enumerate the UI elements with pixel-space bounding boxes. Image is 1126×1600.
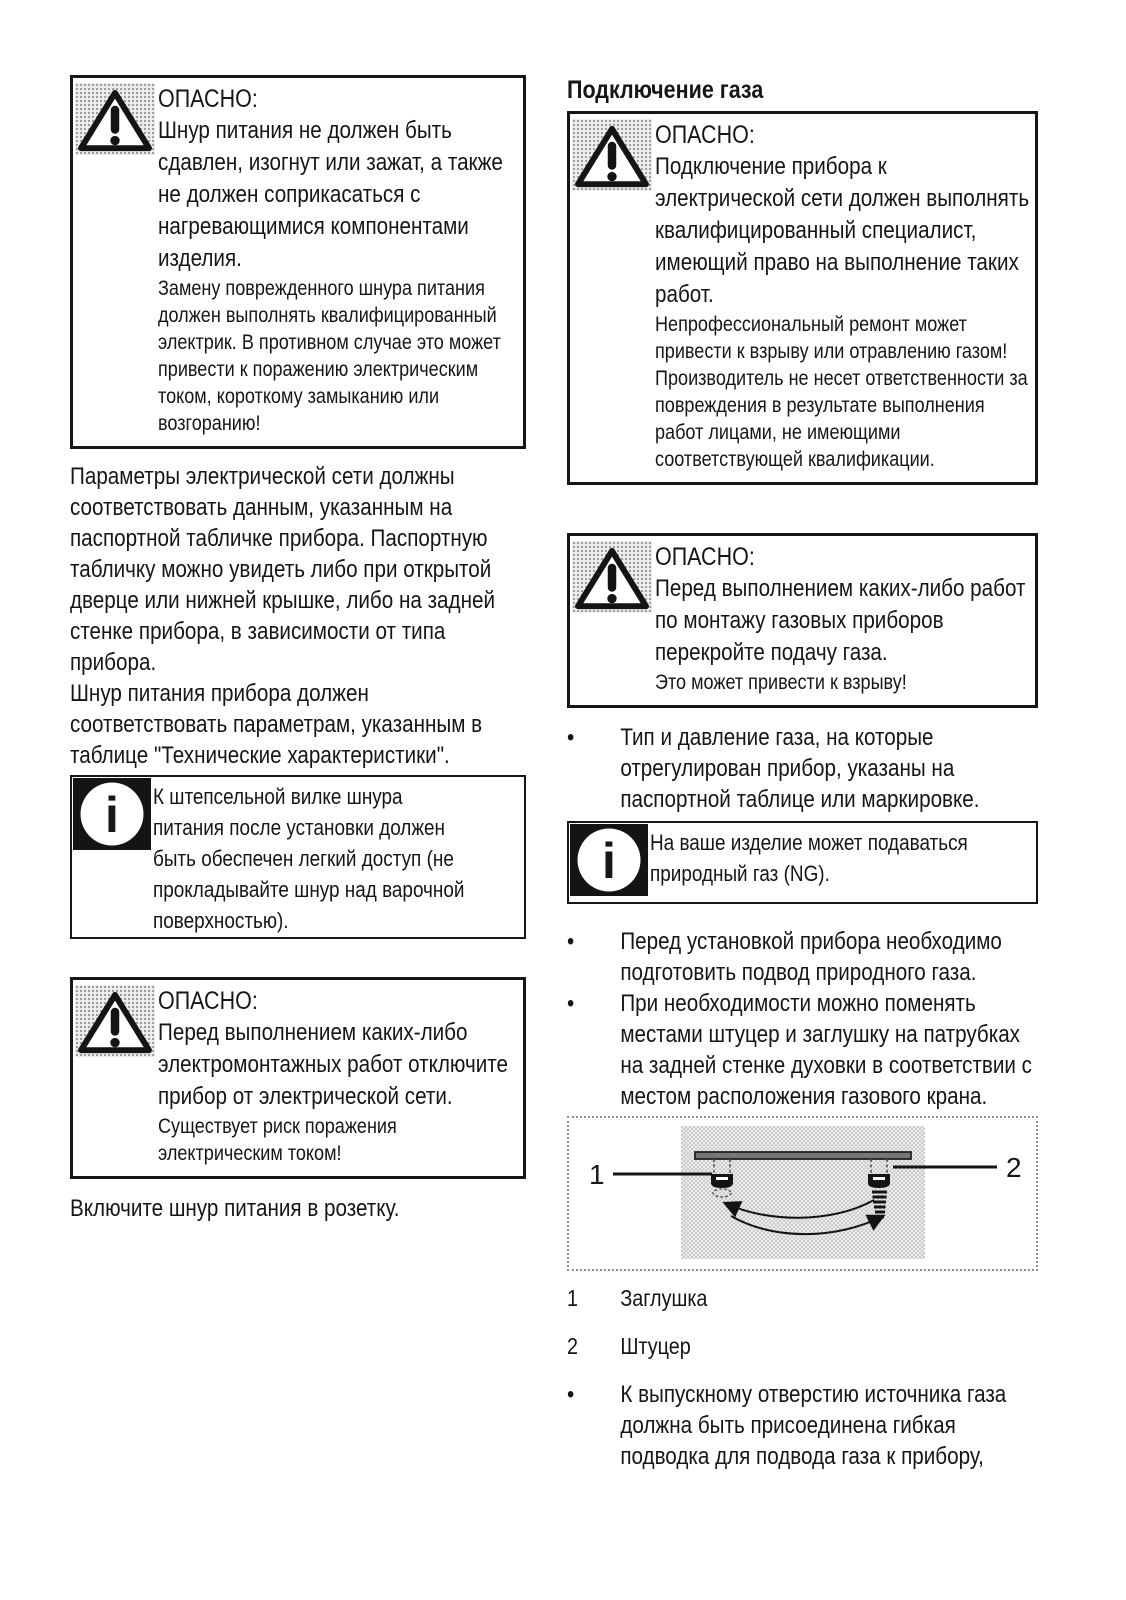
warning-triangle-icon xyxy=(572,119,652,191)
warning-box xyxy=(70,75,526,449)
warning-box xyxy=(70,977,526,1179)
exclamation-dot xyxy=(607,594,616,603)
warning-main-text: Подключение прибора к электрической сети должен выполнять квалифицированный специалист, имеющий право на выполнение таких работ. xyxy=(655,153,1030,308)
info-box xyxy=(567,821,1038,904)
warning-text xyxy=(158,83,517,437)
warning-triangle-icon xyxy=(75,985,155,1057)
warning-text xyxy=(655,541,1029,696)
exclamation-dot xyxy=(110,136,119,145)
warning-icon-cell xyxy=(75,985,158,1057)
warning-triangle-icon xyxy=(75,83,155,155)
warning-main-text: Шнур питания не должен быть сдавлен, изогнут или зажат, а также не должен соприкасаться с нагревающимися компонентами изделия. xyxy=(158,117,503,272)
body-paragraph: Параметры электрической сети должны соответствовать данным, указанным на паспортной табличке прибора. Паспортную табличку можно увидеть либо при открытой дверце или нижней крышке, либо на задней стенке прибора, в зависимости от типа прибора. xyxy=(70,463,495,676)
bullet-icon: • xyxy=(567,724,575,751)
info-glyph: i xyxy=(602,833,616,889)
legend-row xyxy=(567,1283,1038,1313)
exclamation-dot xyxy=(110,1038,119,1047)
legend-label: Заглушка xyxy=(620,1285,708,1311)
warning-triangle-icon xyxy=(572,541,652,613)
body-paragraph: Включите шнур питания в розетку. xyxy=(70,1195,400,1222)
warning-note-text: Непрофессиональный ремонт может привести к взрыву или отравлению газом! xyxy=(655,313,1008,363)
warning-note-text: Производитель не несет ответственности за повреждения в результате выполнения работ лицами, не имеющими соответствующей квалификации. xyxy=(655,367,1028,471)
figure-label-2: 2 xyxy=(1006,1152,1022,1183)
warning-box xyxy=(567,533,1038,708)
info-text: На ваше изделие может подаваться природный газ (NG). xyxy=(650,830,968,886)
info-text: К штепсельной вилке шнура питания после установки должен быть обеспечен легкий доступ (не прокладывайте шнур над варочной поверхностью). xyxy=(153,784,465,933)
legend-row xyxy=(567,1331,1038,1361)
info-icon-cell xyxy=(570,824,650,901)
bullet-item: • К выпускному отверстию источника газа должна быть присоединена гибкая подводка для подвода газа к прибору, xyxy=(567,1381,1007,1470)
warning-icon-cell xyxy=(572,541,655,613)
section-heading: Подключение газа xyxy=(567,76,764,104)
right-column xyxy=(567,75,1038,1472)
bullet-icon: • xyxy=(567,928,575,955)
legend-number: 1 xyxy=(567,1285,579,1311)
bullet-item: • При необходимости можно поменять местами штуцер и заглушку на патрубках на задней стенке духовки в соответствии с местом расположения газового крана. xyxy=(567,990,1032,1110)
exclamation-dot xyxy=(607,172,616,181)
warning-note-text: Замену поврежденного шнура питания должен выполнять квалифицированный электрик. В противном случае это может привести к поражению электрическим током, короткому замыканию или возгоранию! xyxy=(158,277,501,435)
gas-fitting-figure xyxy=(567,1116,1038,1271)
figure-label-1: 1 xyxy=(589,1159,605,1190)
warning-main-text: Перед выполнением каких-либо работ по монтажу газовых приборов перекройте подачу газа. xyxy=(655,575,1026,666)
gas-fitting-diagram xyxy=(569,1118,1036,1269)
legend-label: Штуцер xyxy=(620,1333,691,1359)
warning-note-text: Это может привести к взрыву! xyxy=(655,671,907,694)
warning-main-text: Перед выполнением каких-либо электромонтажных работ отключите прибор от электрической сети. xyxy=(158,1019,508,1110)
info-icon xyxy=(73,778,151,850)
body-paragraph: Шнур питания прибора должен соответствовать параметрам, указанным в таблице "Технические характеристики". xyxy=(70,680,483,769)
bullet-icon: • xyxy=(567,1381,575,1408)
info-box xyxy=(70,775,526,939)
warning-icon-cell xyxy=(572,119,655,191)
warning-title: ОПАСНО: xyxy=(158,987,258,1015)
page-number xyxy=(0,1532,881,1560)
warning-note-text: Существует риск поражения электрическим током! xyxy=(158,1115,397,1165)
bullet-icon: • xyxy=(567,990,575,1017)
manifold-pipe xyxy=(695,1152,911,1159)
info-icon xyxy=(570,824,648,896)
info-icon-cell xyxy=(73,778,153,855)
legend-number: 2 xyxy=(567,1333,579,1359)
warning-text xyxy=(158,985,517,1167)
warning-title: ОПАСНО: xyxy=(655,121,755,149)
info-glyph: i xyxy=(105,787,119,843)
warning-title: ОПАСНО: xyxy=(655,543,755,571)
bullet-item: • Тип и давление газа, на которые отрегулирован прибор, указаны на паспортной таблице или маркировке. xyxy=(567,724,980,813)
warning-text xyxy=(655,119,1029,473)
figure-shaded-area xyxy=(681,1126,925,1259)
warning-box xyxy=(567,111,1038,485)
warning-title: ОПАСНО: xyxy=(158,85,258,113)
warning-icon-cell xyxy=(75,83,158,155)
bullet-item: • Перед установкой прибора необходимо подготовить подвод природного газа. xyxy=(567,928,1002,986)
left-column xyxy=(70,75,526,1224)
